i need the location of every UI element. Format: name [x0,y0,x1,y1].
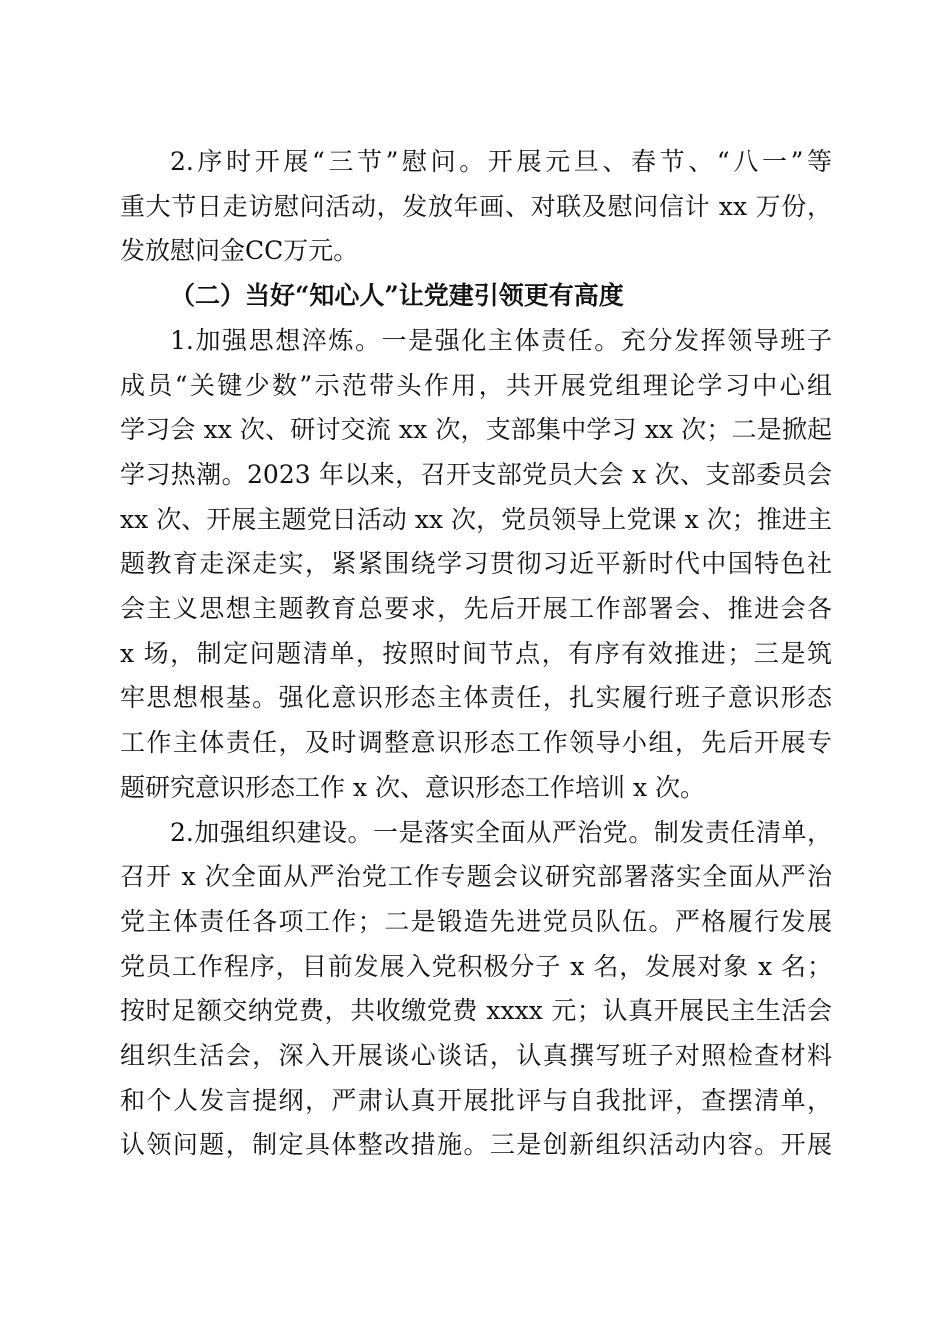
paragraph-ideological-training [120,319,832,811]
text-line: 成员“关键少数”示范带头作用，共开展党组理论学习中心组 [120,370,832,400]
document-body [120,140,832,1168]
text-line: 召开 x 次全面从严治党工作专题会议研究部署落实全面从严治 [120,862,832,892]
text-line: 党员工作程序，目前发展入党积极分子 x 名，发展对象 x 名； [120,951,832,981]
text-line: 认领问题，制定具体整改措施。三是创新组织活动内容。开展 [120,1130,832,1160]
text-line: 发放慰问金CC万元。 [120,236,359,266]
text-line: 2.加强组织建设。一是落实全面从严治党。制发责任清单， [170,817,832,847]
text-line: 牢思想根基。强化意识形态主体责任，扎实履行班子意识形态 [120,683,832,713]
paragraph-spring-festival-visits [120,140,832,274]
section-heading [120,274,832,319]
text-line: 题教育走深走实，紧紧围绕学习贯彻习近平新时代中国特色社 [120,549,832,579]
text-line: 工作主体责任，及时调整意识形态工作领导小组，先后开展专 [120,728,832,758]
text-line: 学习热潮。2023 年以来，召开支部党员大会 x 次、支部委员会 [120,459,832,489]
text-line: 和个人发言提纲，严肃认真开展批评与自我批评，查摆清单， [120,1085,832,1115]
paragraph-organization-building [120,811,832,1169]
text-line: 组织生活会，深入开展谈心谈话，认真撰写班子对照检查材料 [120,1041,832,1071]
text-line: 重大节日走访慰问活动，发放年画、对联及慰问信计 xx 万份， [120,191,832,221]
text-line: 题研究意识形态工作 x 次、意识形态工作培训 x 次。 [120,772,705,802]
text-line: 2.序时开展“三节”慰问。开展元旦、春节、“八一”等 [170,147,832,176]
text-line: 会主义思想主题教育总要求，先后开展工作部署会、推进会各 [120,594,832,624]
text-line: x 场，制定问题清单，按照时间节点，有序有效推进；三是筑 [120,638,832,668]
text-line: 按时足额交纳党费，共收缴党费 xxxx 元；认真开展民主生活会 [120,996,832,1026]
text-line: xx 次、开展主题党日活动 xx 次，党员领导上党课 x 次；推进主 [120,504,832,534]
text-line: 学习会 xx 次、研讨交流 xx 次，支部集中学习 xx 次；二是掀起 [120,415,832,445]
text-line: 党主体责任各项工作；二是锻造先进党员队伍。严格履行发展 [120,906,832,936]
text-line: 1.加强思想淬炼。一是强化主体责任。充分发挥领导班子 [170,325,832,355]
heading-line: （二）当好“知心人”让党建引领更有高度 [170,281,624,311]
